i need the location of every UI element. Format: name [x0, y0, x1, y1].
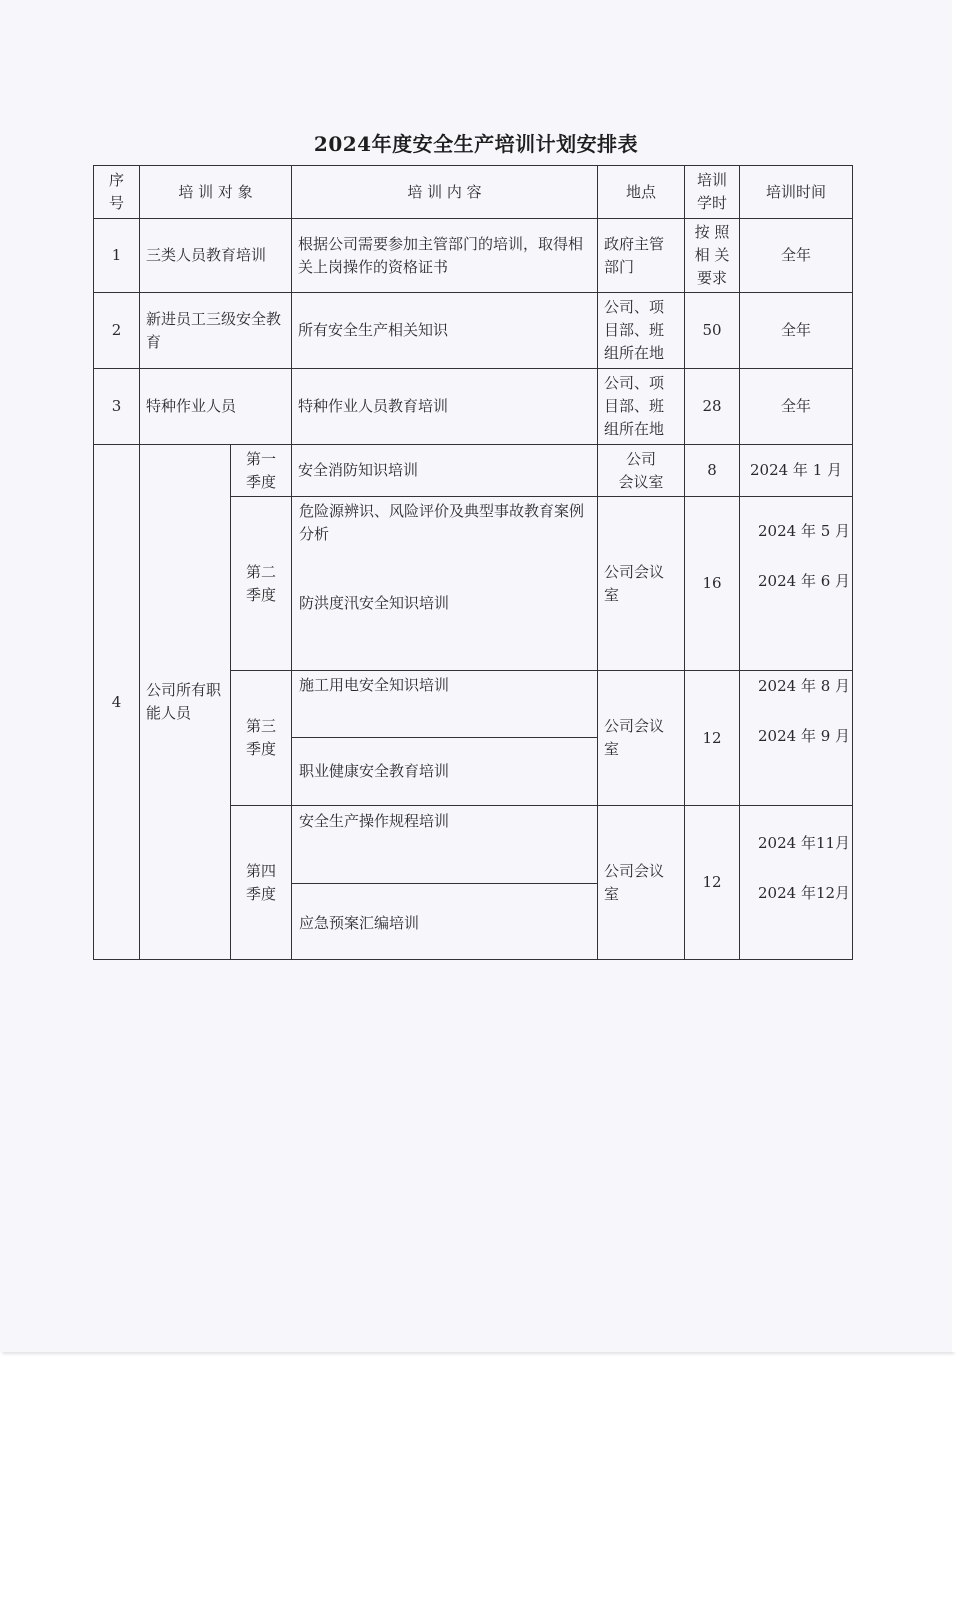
q2-time-1: 2024 年 5 月: [758, 522, 851, 540]
page-margin: [952, 0, 971, 1352]
q1-hours: 8: [684, 444, 740, 497]
row3-content: 特种作业人员教育培训: [291, 368, 598, 445]
q2-content-1: 危险源辨识、风险评价及典型事故教育案例分析: [299, 502, 585, 543]
q4-hours: 12: [684, 805, 740, 960]
q4-content-divider: [291, 883, 598, 884]
row1-seq: 1: [93, 218, 140, 293]
q1-location: 公司 会议室: [597, 444, 685, 497]
q4-content-2: 应急预案汇编培训: [299, 914, 420, 932]
header-target: 培 训 对 象: [139, 165, 292, 219]
q3-label: 第三 季度: [230, 670, 292, 806]
q4-content-1: 安全生产操作规程培训: [299, 812, 450, 830]
row1-time: 全年: [739, 218, 853, 293]
header-seq: 序 号: [93, 165, 140, 219]
row4-target: 公司所有职能人员: [139, 444, 231, 960]
row2-time: 全年: [739, 292, 853, 369]
q4-time-1: 2024 年11月: [758, 834, 851, 852]
q3-time-1: 2024 年 8 月: [758, 677, 851, 695]
header-content: 培 训 内 容: [291, 165, 598, 219]
header-location: 地点: [597, 165, 685, 219]
q4-label: 第四 季度: [230, 805, 292, 960]
row2-target: 新进员工三级安全教育: [139, 292, 292, 369]
q3-content-divider: [291, 737, 598, 738]
row1-hours: 按 照 相 关 要求: [684, 218, 740, 293]
row3-target: 特种作业人员: [139, 368, 292, 445]
q2-location: 公司会议室: [597, 496, 685, 671]
q3-hours: 12: [684, 670, 740, 806]
row3-location: 公司、项目部、班组所在地: [597, 368, 685, 445]
document-title: 2024年度安全生产培训计划安排表: [313, 132, 639, 156]
header-hours: 培训 学时: [684, 165, 740, 219]
q2-hours: 16: [684, 496, 740, 671]
row2-seq: 2: [93, 292, 140, 369]
row3-hours: 28: [684, 368, 740, 445]
row3-time: 全年: [739, 368, 853, 445]
q1-time: 2024 年 1 月: [739, 444, 853, 497]
q4-time-2: 2024 年12月: [758, 884, 851, 902]
q4-location: 公司会议室: [597, 805, 685, 960]
row2-location: 公司、项目部、班组所在地: [597, 292, 685, 369]
q3-location: 公司会议室: [597, 670, 685, 806]
q3-content-1: 施工用电安全知识培训: [299, 676, 450, 694]
q3-content-2: 职业健康安全教育培训: [299, 762, 450, 780]
q1-label: 第一 季度: [230, 444, 292, 497]
q2-time-2: 2024 年 6 月: [758, 572, 851, 590]
row4-seq: 4: [93, 444, 140, 960]
q3-time-2: 2024 年 9 月: [758, 727, 851, 745]
header-time: 培训时间: [739, 165, 853, 219]
q2-content-2: 防洪度汛安全知识培训: [299, 594, 450, 612]
row2-content: 所有安全生产相关知识: [291, 292, 598, 369]
row1-content: 根据公司需要参加主管部门的培训，取得相关上岗操作的资格证书: [291, 218, 598, 293]
row1-target: 三类人员教育培训: [139, 218, 292, 293]
row2-hours: 50: [684, 292, 740, 369]
q1-content: 安全消防知识培训: [291, 444, 598, 497]
row1-location: 政府主管部门: [597, 218, 685, 293]
q2-label: 第二 季度: [230, 496, 292, 671]
row3-seq: 3: [93, 368, 140, 445]
